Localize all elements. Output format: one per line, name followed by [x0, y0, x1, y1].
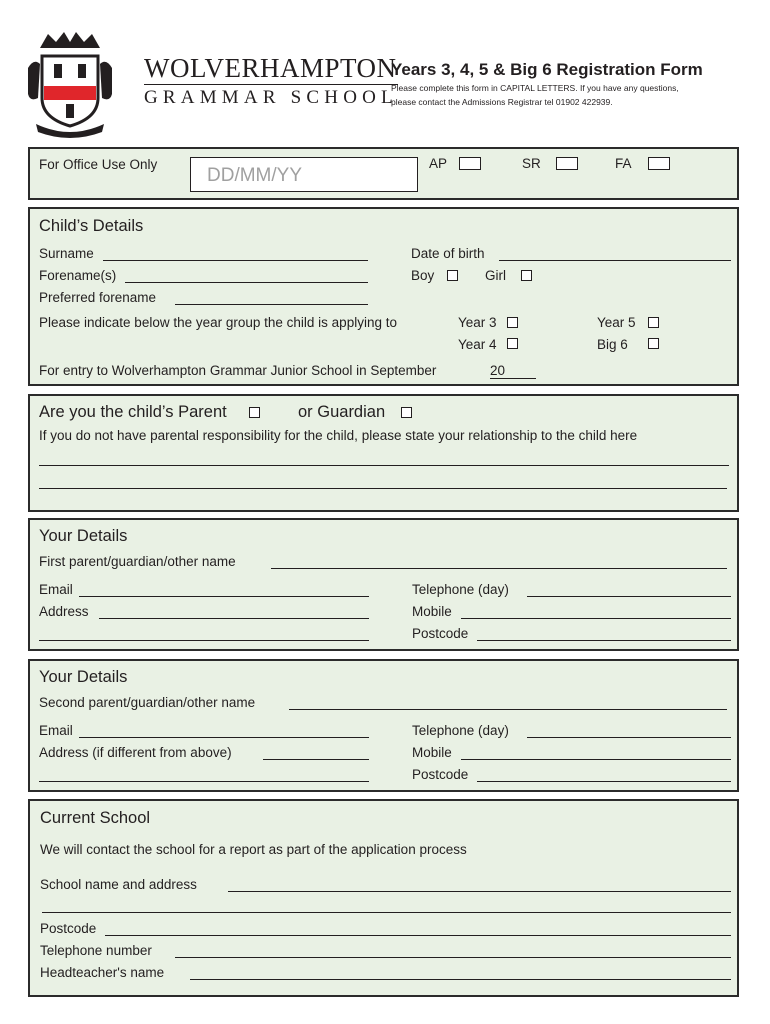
- parent-checkbox[interactable]: [249, 407, 260, 418]
- first-parent-mobile-field[interactable]: [461, 618, 731, 619]
- ap-label: AP: [429, 156, 448, 171]
- year3-checkbox[interactable]: [507, 317, 518, 328]
- second-parent-mobile-field[interactable]: [461, 759, 731, 760]
- parent-guardian-section: [28, 394, 739, 512]
- school-name-address-label: School name and address: [40, 877, 197, 892]
- first-parent-telephone-field[interactable]: [527, 596, 731, 597]
- school-name-line2: GRAMMAR SCHOOL: [144, 87, 398, 108]
- dob-label: Date of birth: [411, 246, 485, 261]
- headteacher-field[interactable]: [190, 979, 731, 980]
- school-name-address-field-line2[interactable]: [42, 912, 731, 913]
- relationship-field-line2[interactable]: [39, 488, 727, 489]
- big6-checkbox[interactable]: [648, 338, 659, 349]
- relationship-prompt: If you do not have parental responsibility for the child, please state your relationship to the child here: [39, 428, 638, 443]
- year3-label: Year 3: [458, 315, 497, 330]
- entry-year: 20: [490, 363, 506, 378]
- dob-field[interactable]: [499, 260, 731, 261]
- forenames-label: Forename(s): [39, 268, 117, 283]
- first-parent-name-field[interactable]: [271, 568, 727, 569]
- first-parent-telephone-label: Telephone (day): [412, 582, 509, 597]
- forenames-field[interactable]: [125, 282, 368, 283]
- child-details-section: [28, 207, 739, 386]
- sr-label: SR: [522, 156, 541, 171]
- second-parent-name-field[interactable]: [289, 709, 727, 710]
- guardian-checkbox[interactable]: [401, 407, 412, 418]
- second-parent-name-label: Second parent/guardian/other name: [39, 695, 256, 710]
- second-parent-email-label: Email: [39, 723, 73, 738]
- first-parent-address-field-line2[interactable]: [39, 640, 369, 641]
- office-use-label: For Office Use Only: [39, 157, 158, 172]
- first-parent-email-label: Email: [39, 582, 73, 597]
- first-parent-address-label: Address: [39, 604, 89, 619]
- office-date-field[interactable]: DD/MM/YY: [190, 157, 418, 192]
- year4-label: Year 4: [458, 337, 497, 352]
- second-parent-email-field[interactable]: [79, 737, 369, 738]
- second-parent-address-field[interactable]: [263, 759, 369, 760]
- current-school-section: [28, 799, 739, 997]
- girl-checkbox[interactable]: [521, 270, 532, 281]
- second-parent-postcode-field[interactable]: [477, 781, 731, 782]
- first-parent-name-label: First parent/guardian/other name: [39, 554, 236, 569]
- year-prompt: Please indicate below the year group the child is applying to: [39, 315, 397, 330]
- second-parent-postcode-label: Postcode: [412, 767, 469, 782]
- headteacher-label: Headteacher's name: [40, 965, 165, 980]
- year5-checkbox[interactable]: [648, 317, 659, 328]
- first-parent-heading: Your Details: [39, 527, 128, 545]
- first-parent-mobile-label: Mobile: [412, 604, 452, 619]
- first-parent-address-field[interactable]: [99, 618, 369, 619]
- second-parent-address-field-line2[interactable]: [39, 781, 369, 782]
- school-postcode-label: Postcode: [40, 921, 97, 936]
- form-instructions: [391, 81, 741, 109]
- child-details-heading: Child’s Details: [39, 217, 144, 235]
- school-postcode-field[interactable]: [105, 935, 731, 936]
- preferred-field[interactable]: [175, 304, 368, 305]
- big6-label: Big 6: [597, 337, 628, 352]
- relationship-field-line1[interactable]: [39, 465, 729, 466]
- first-parent-email-field[interactable]: [79, 596, 369, 597]
- second-parent-telephone-label: Telephone (day): [412, 723, 509, 738]
- fa-label: FA: [615, 156, 632, 171]
- fa-box[interactable]: [648, 157, 670, 170]
- second-parent-mobile-label: Mobile: [412, 745, 452, 760]
- second-parent-heading: Your Details: [39, 668, 128, 686]
- year4-checkbox[interactable]: [507, 338, 518, 349]
- second-parent-address-label: Address (if different from above): [39, 745, 232, 760]
- office-use-section: [28, 147, 739, 200]
- parent-question: Are you the child’s Parent: [39, 403, 227, 421]
- second-parent-telephone-field[interactable]: [527, 737, 731, 738]
- school-telephone-label: Telephone number: [40, 943, 152, 958]
- school-name-line1: WOLVERHAMPTON: [144, 53, 397, 83]
- ap-box[interactable]: [459, 157, 481, 170]
- entry-label: For entry to Wolverhampton Grammar Junior School in September: [39, 363, 437, 378]
- form-title: Years 3, 4, 5 & Big 6 Registration Form: [391, 60, 703, 79]
- school-telephone-field[interactable]: [175, 957, 731, 958]
- first-parent-postcode-field[interactable]: [477, 640, 731, 641]
- preferred-label: Preferred forename: [39, 290, 157, 305]
- second-parent-section: [28, 659, 739, 792]
- school-name: [144, 54, 398, 111]
- surname-label: Surname: [39, 246, 94, 261]
- current-school-note: We will contact the school for a report as part of the application process: [40, 842, 467, 857]
- surname-field[interactable]: [103, 260, 368, 261]
- current-school-heading: Current School: [40, 809, 151, 827]
- form-instructions-line2: please contact the Admissions Registrar tel 01902 422939.: [391, 97, 613, 107]
- first-parent-section: [28, 518, 739, 651]
- boy-checkbox[interactable]: [447, 270, 458, 281]
- sr-box[interactable]: [556, 157, 578, 170]
- year5-label: Year 5: [597, 315, 636, 330]
- guardian-label: or Guardian: [298, 403, 386, 421]
- entry-year-field[interactable]: [490, 378, 536, 379]
- form-instructions-line1: Please complete this form in CAPITAL LETTERS. If you have any questions,: [391, 83, 679, 93]
- boy-label: Boy: [411, 268, 435, 283]
- first-parent-postcode-label: Postcode: [412, 626, 469, 641]
- school-name-address-field[interactable]: [228, 891, 731, 892]
- girl-label: Girl: [485, 268, 506, 283]
- school-crest-logo: [26, 28, 114, 138]
